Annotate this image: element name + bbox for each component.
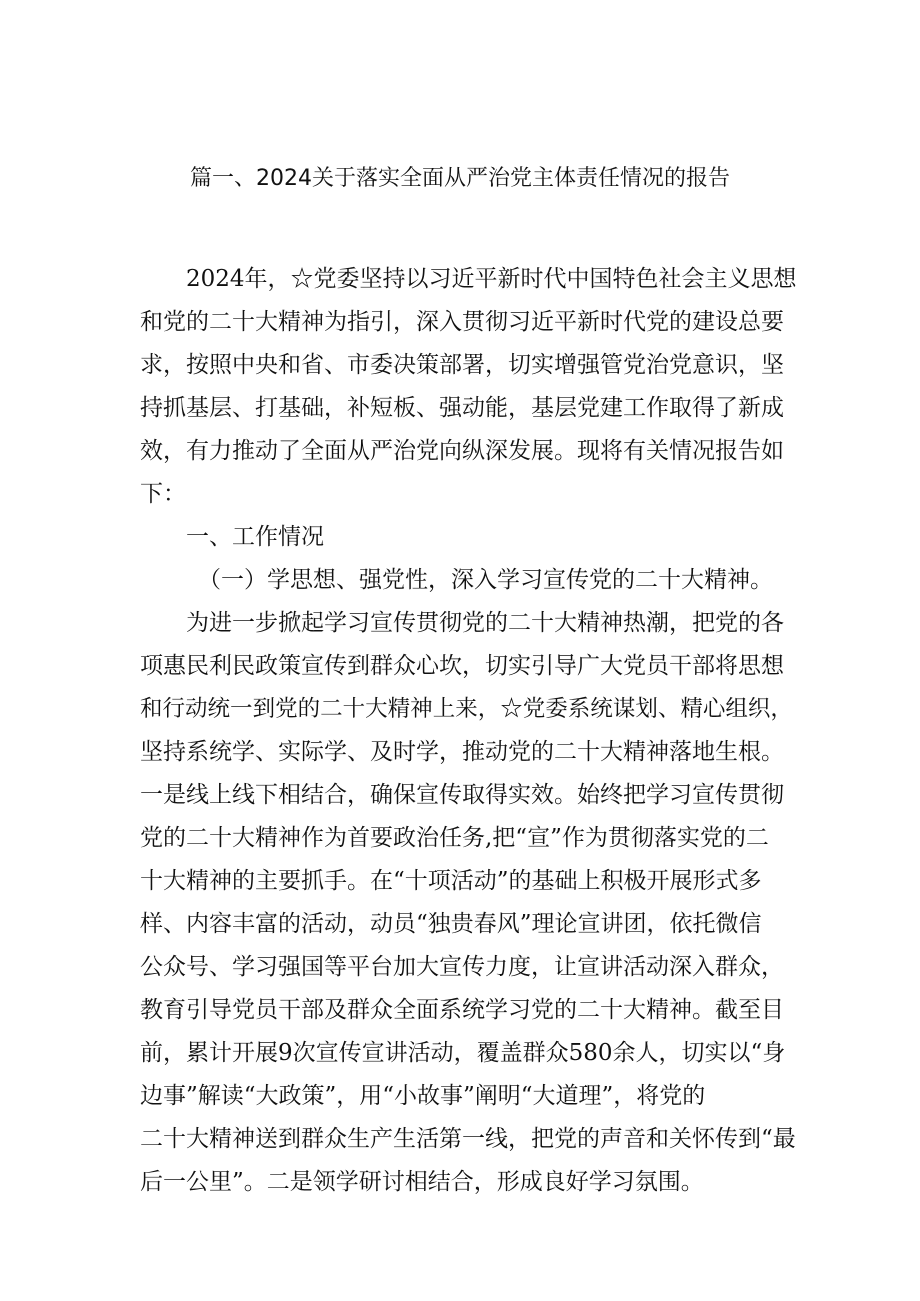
paragraph-line: 边事”解读“大政策”，用“小故事”阐明“大道理”，将党的 bbox=[140, 1083, 706, 1109]
paragraph-line: 公众号、学习强国等平台加大宣传力度，让宣讲活动深入群众， bbox=[140, 954, 784, 980]
paragraph-line: 2024年，☆党委坚持以习近平新时代中国特色社会主义思想 bbox=[186, 266, 797, 292]
paragraph-line: 十大精神的主要抓手。在“十项活动”的基础上积极开展形式多 bbox=[140, 868, 762, 894]
subsection-heading: （一）学思想、强党性，深入学习宣传党的二十大精神。 bbox=[198, 567, 773, 593]
section-heading: 一、工作情况 bbox=[186, 524, 324, 550]
paragraph-line: 持抓基层、打基础，补短板、强动能，基层党建工作取得了新成 bbox=[140, 395, 784, 421]
paragraph-line: 样、内容丰富的活动，动员“独贵春风”理论宣讲团，依托微信 bbox=[140, 911, 762, 937]
paragraph-line: 二十大精神送到群众生产生活第一线，把党的声音和关怀传到“最 bbox=[140, 1126, 796, 1152]
paragraph-line: 效，有力推动了全面从严治党向纵深发展。现将有关情况报告如 bbox=[140, 438, 784, 464]
paragraph-line: 一是线上线下相结合，确保宣传取得实效。始终把学习宣传贯彻 bbox=[140, 782, 784, 808]
paragraph-line: 教育引导党员干部及群众全面系统学习党的二十大精神。截至目 bbox=[140, 997, 784, 1023]
paragraph-line: 项惠民利民政策宣传到群众心坎，切实引导广大党员干部将思想 bbox=[140, 653, 784, 679]
paragraph-line: 为进一步掀起学习宣传贯彻党的二十大精神热潮，把党的各 bbox=[186, 610, 784, 636]
paragraph-line: 求，按照中央和省、市委决策部署，切实增强管党治党意识，坚 bbox=[140, 352, 784, 378]
paragraph-line: 坚持系统学、实际学、及时学，推动党的二十大精神落地生根。 bbox=[140, 739, 784, 765]
document-title: 篇一、2024关于落实全面从严治党主体责任情况的报告 bbox=[190, 166, 730, 191]
paragraph-line: 和党的二十大精神为指引，深入贯彻习近平新时代党的建设总要 bbox=[140, 309, 784, 335]
paragraph-line: 下： bbox=[140, 481, 186, 507]
paragraph-line: 后一公里”。二是领学研讨相结合，形成良好学习氛围。 bbox=[140, 1169, 704, 1195]
document-body bbox=[140, 258, 800, 1204]
paragraph-line: 党的二十大精神作为首要政治任务,把“宣”作为贯彻落实党的二 bbox=[140, 825, 769, 851]
paragraph-line: 和行动统一到党的二十大精神上来，☆党委系统谋划、精心组织， bbox=[140, 696, 793, 722]
paragraph-line: 前，累计开展9次宣传宣讲活动，覆盖群众580余人，切实以“身 bbox=[140, 1040, 786, 1066]
